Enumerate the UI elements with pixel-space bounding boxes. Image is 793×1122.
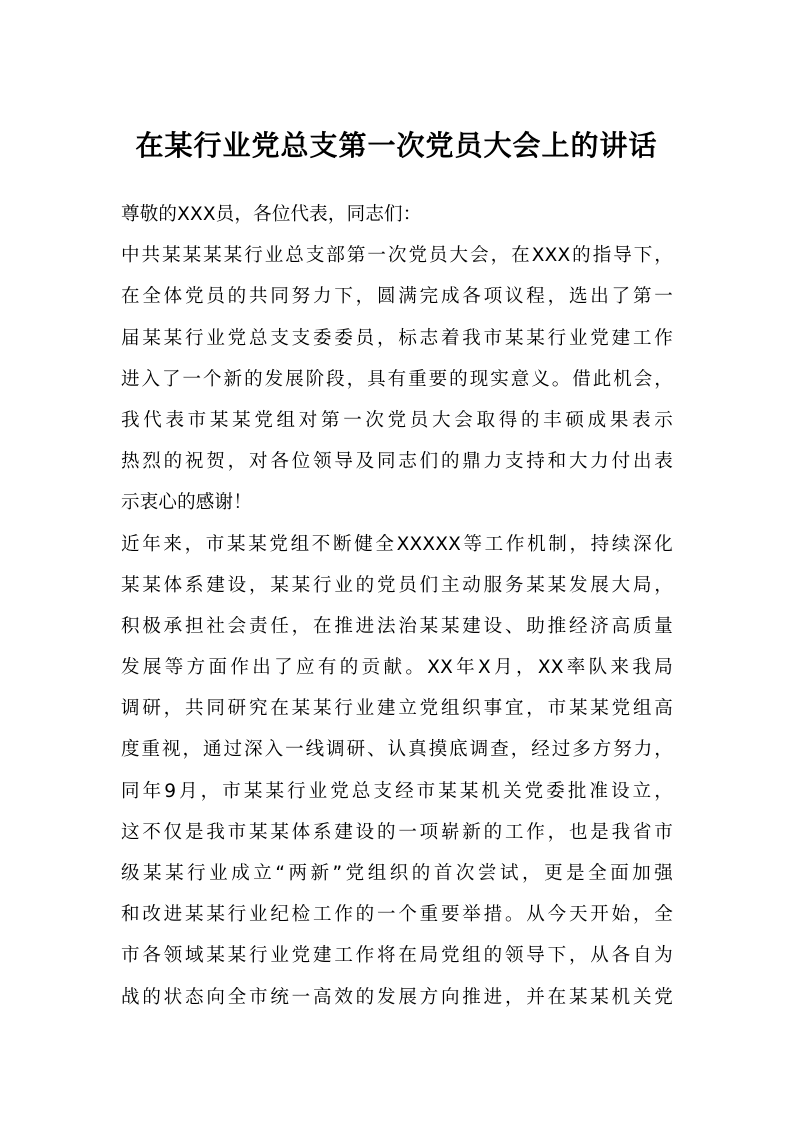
body-line: 热烈的祝贺，对各位领导及同志们的鼎力支持和大力付出表 [121,451,673,473]
body-line: 同年9月，市某某行业党总支经市某某机关党委批准设立， [121,780,673,802]
document-title: 在某行业党总支第一次党员大会上的讲话 [135,129,658,162]
body-line: 调研，共同研究在某某行业建立党组织事宜，市某某党组高 [121,698,673,720]
body-line: 积极承担社会责任，在推进法治某某建设、助推经济高质量 [121,615,673,637]
body-line: 届某某行业党总支支委委员，标志着我市某某行业党建工作 [121,327,673,349]
body-line: 度重视，通过深入一线调研、认真摸底调查，经过多方努力， [121,739,673,761]
body-line: 这不仅是我市某某体系建设的一项崭新的工作，也是我省市 [121,821,673,843]
body-line: 在全体党员的共同努力下，圆满完成各项议程，选出了第一 [121,286,673,308]
body-line: 近年来，市某某党组不断健全XXXXX等工作机制，持续深化 [121,533,673,555]
body-line: 我代表市某某党组对第一次党员大会取得的丰硕成果表示 [121,409,673,431]
body-line: 进入了一个新的发展阶段，具有重要的现实意义。借此机会， [121,368,673,390]
salutation-line: 尊敬的XXX员，各位代表，同志们： [121,204,422,225]
body-line: 级某某行业成立“两新”党组织的首次尝试，更是全面加强 [121,863,673,884]
body-line: 某某体系建设，某某行业的党员们主动服务某某发展大局， [121,574,673,596]
body-line: 市各领域某某行业党建工作将在局党组的领导下，从各自为 [121,945,673,967]
body-line: 和改进某某行业纪检工作的一个重要举措。从今天开始，全 [121,904,673,926]
body-line: 战的状态向全市统一高效的发展方向推进，并在某某机关党 [121,986,673,1008]
document-body [121,194,673,1018]
body-line: 中共某某某某行业总支部第一次党员大会，在XXX的指导下， [121,245,673,267]
body-line: 示衷心的感谢！ [121,492,252,514]
body-line: 发展等方面作出了应有的贡献。XX年X月，XX率队来我局 [121,657,673,679]
